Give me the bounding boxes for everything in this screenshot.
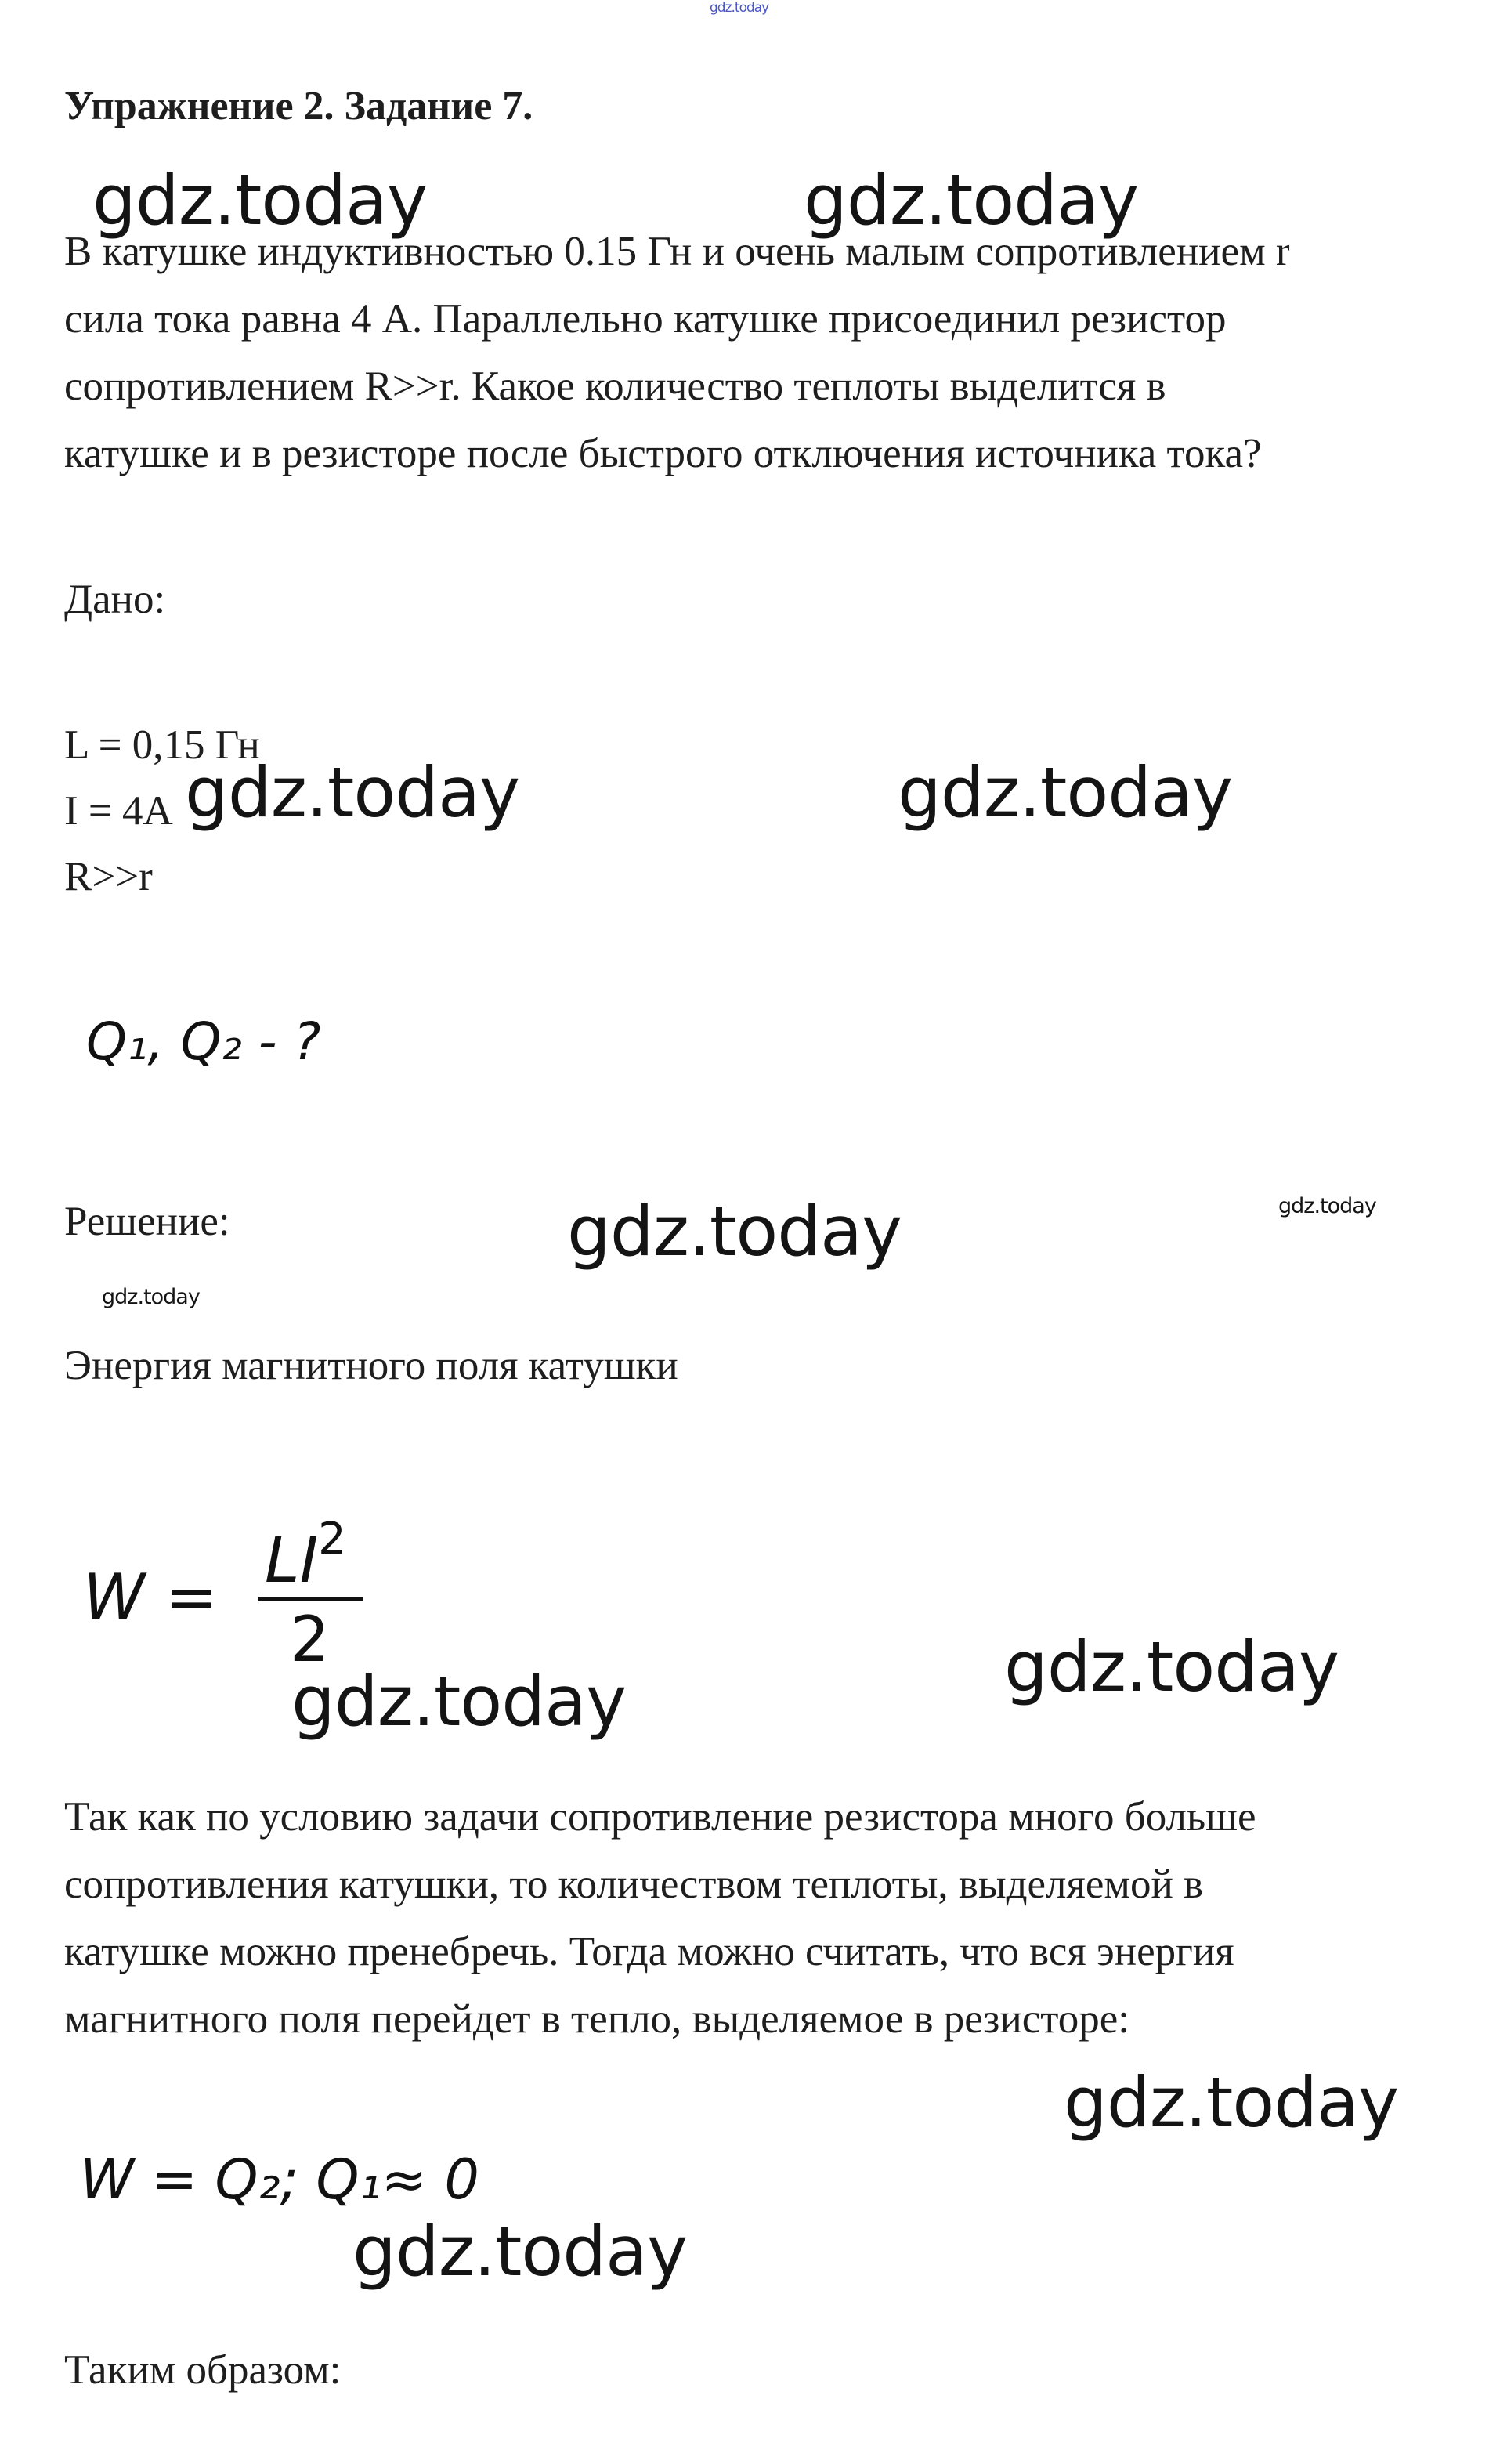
watermark: gdz.today bbox=[567, 1191, 902, 1272]
explanation-line: сопротивления катушки, то количеством теплоты, выделяемой в bbox=[64, 1862, 1204, 1907]
formula-denominator: 2 bbox=[290, 1603, 330, 1676]
problem-line: катушке и в резисторе после быстрого отключения источника тока? bbox=[64, 431, 1262, 476]
conclusion-label: Таким образом: bbox=[64, 2347, 342, 2393]
exercise-title: Упражнение 2. Задание 7. bbox=[64, 84, 533, 128]
watermark: gdz.today bbox=[352, 2211, 688, 2292]
watermark: gdz.today bbox=[291, 1661, 627, 1742]
solution-label: Решение: bbox=[64, 1199, 230, 1244]
problem-line: сопротивлением R>>r. Какое количество теплоты выделится в bbox=[64, 364, 1166, 409]
given-item: R>>r bbox=[64, 854, 153, 899]
fraction-bar bbox=[258, 1597, 363, 1601]
formula-numerator: $LI^2$ bbox=[265, 1514, 346, 1597]
explanation-line: магнитного поля перейдет в тепло, выделяемое в резисторе: bbox=[64, 1996, 1129, 2042]
energy-caption: Энергия магнитного поля катушки bbox=[64, 1343, 678, 1388]
heat-formula: W = Q₂; Q₁≈ 0 bbox=[80, 2147, 479, 2212]
watermark: gdz.today bbox=[804, 160, 1139, 241]
given-label: Дано: bbox=[64, 577, 166, 622]
explanation-line: катушке можно пренебречь. Тогда можно считать, что вся энергия bbox=[64, 1929, 1234, 1974]
watermark-small: gdz.today bbox=[1278, 1194, 1376, 1218]
formula-lhs: W = bbox=[83, 1561, 218, 1634]
find-expression: Q₁, Q₂ - ? bbox=[86, 1011, 321, 1072]
watermark: gdz.today bbox=[1004, 1626, 1339, 1707]
problem-line: В катушке индуктивностью 0.15 Гн и очень малым сопротивлением r bbox=[64, 229, 1290, 274]
watermark: gdz.today bbox=[1064, 2062, 1399, 2143]
given-item: L = 0,15 Гн bbox=[64, 722, 260, 768]
watermark: gdz.today bbox=[898, 752, 1233, 833]
watermark: gdz.today bbox=[185, 752, 520, 833]
explanation-line: Так как по условию задачи сопротивление резистора много больше bbox=[64, 1794, 1256, 1840]
watermark: gdz.today bbox=[92, 160, 428, 241]
problem-line: сила тока равна 4 А. Параллельно катушке присоединил резистор bbox=[64, 296, 1227, 342]
watermark-small: gdz.today bbox=[102, 1285, 200, 1309]
given-item: I = 4A bbox=[64, 788, 173, 834]
watermark-top: gdz.today bbox=[710, 0, 769, 16]
